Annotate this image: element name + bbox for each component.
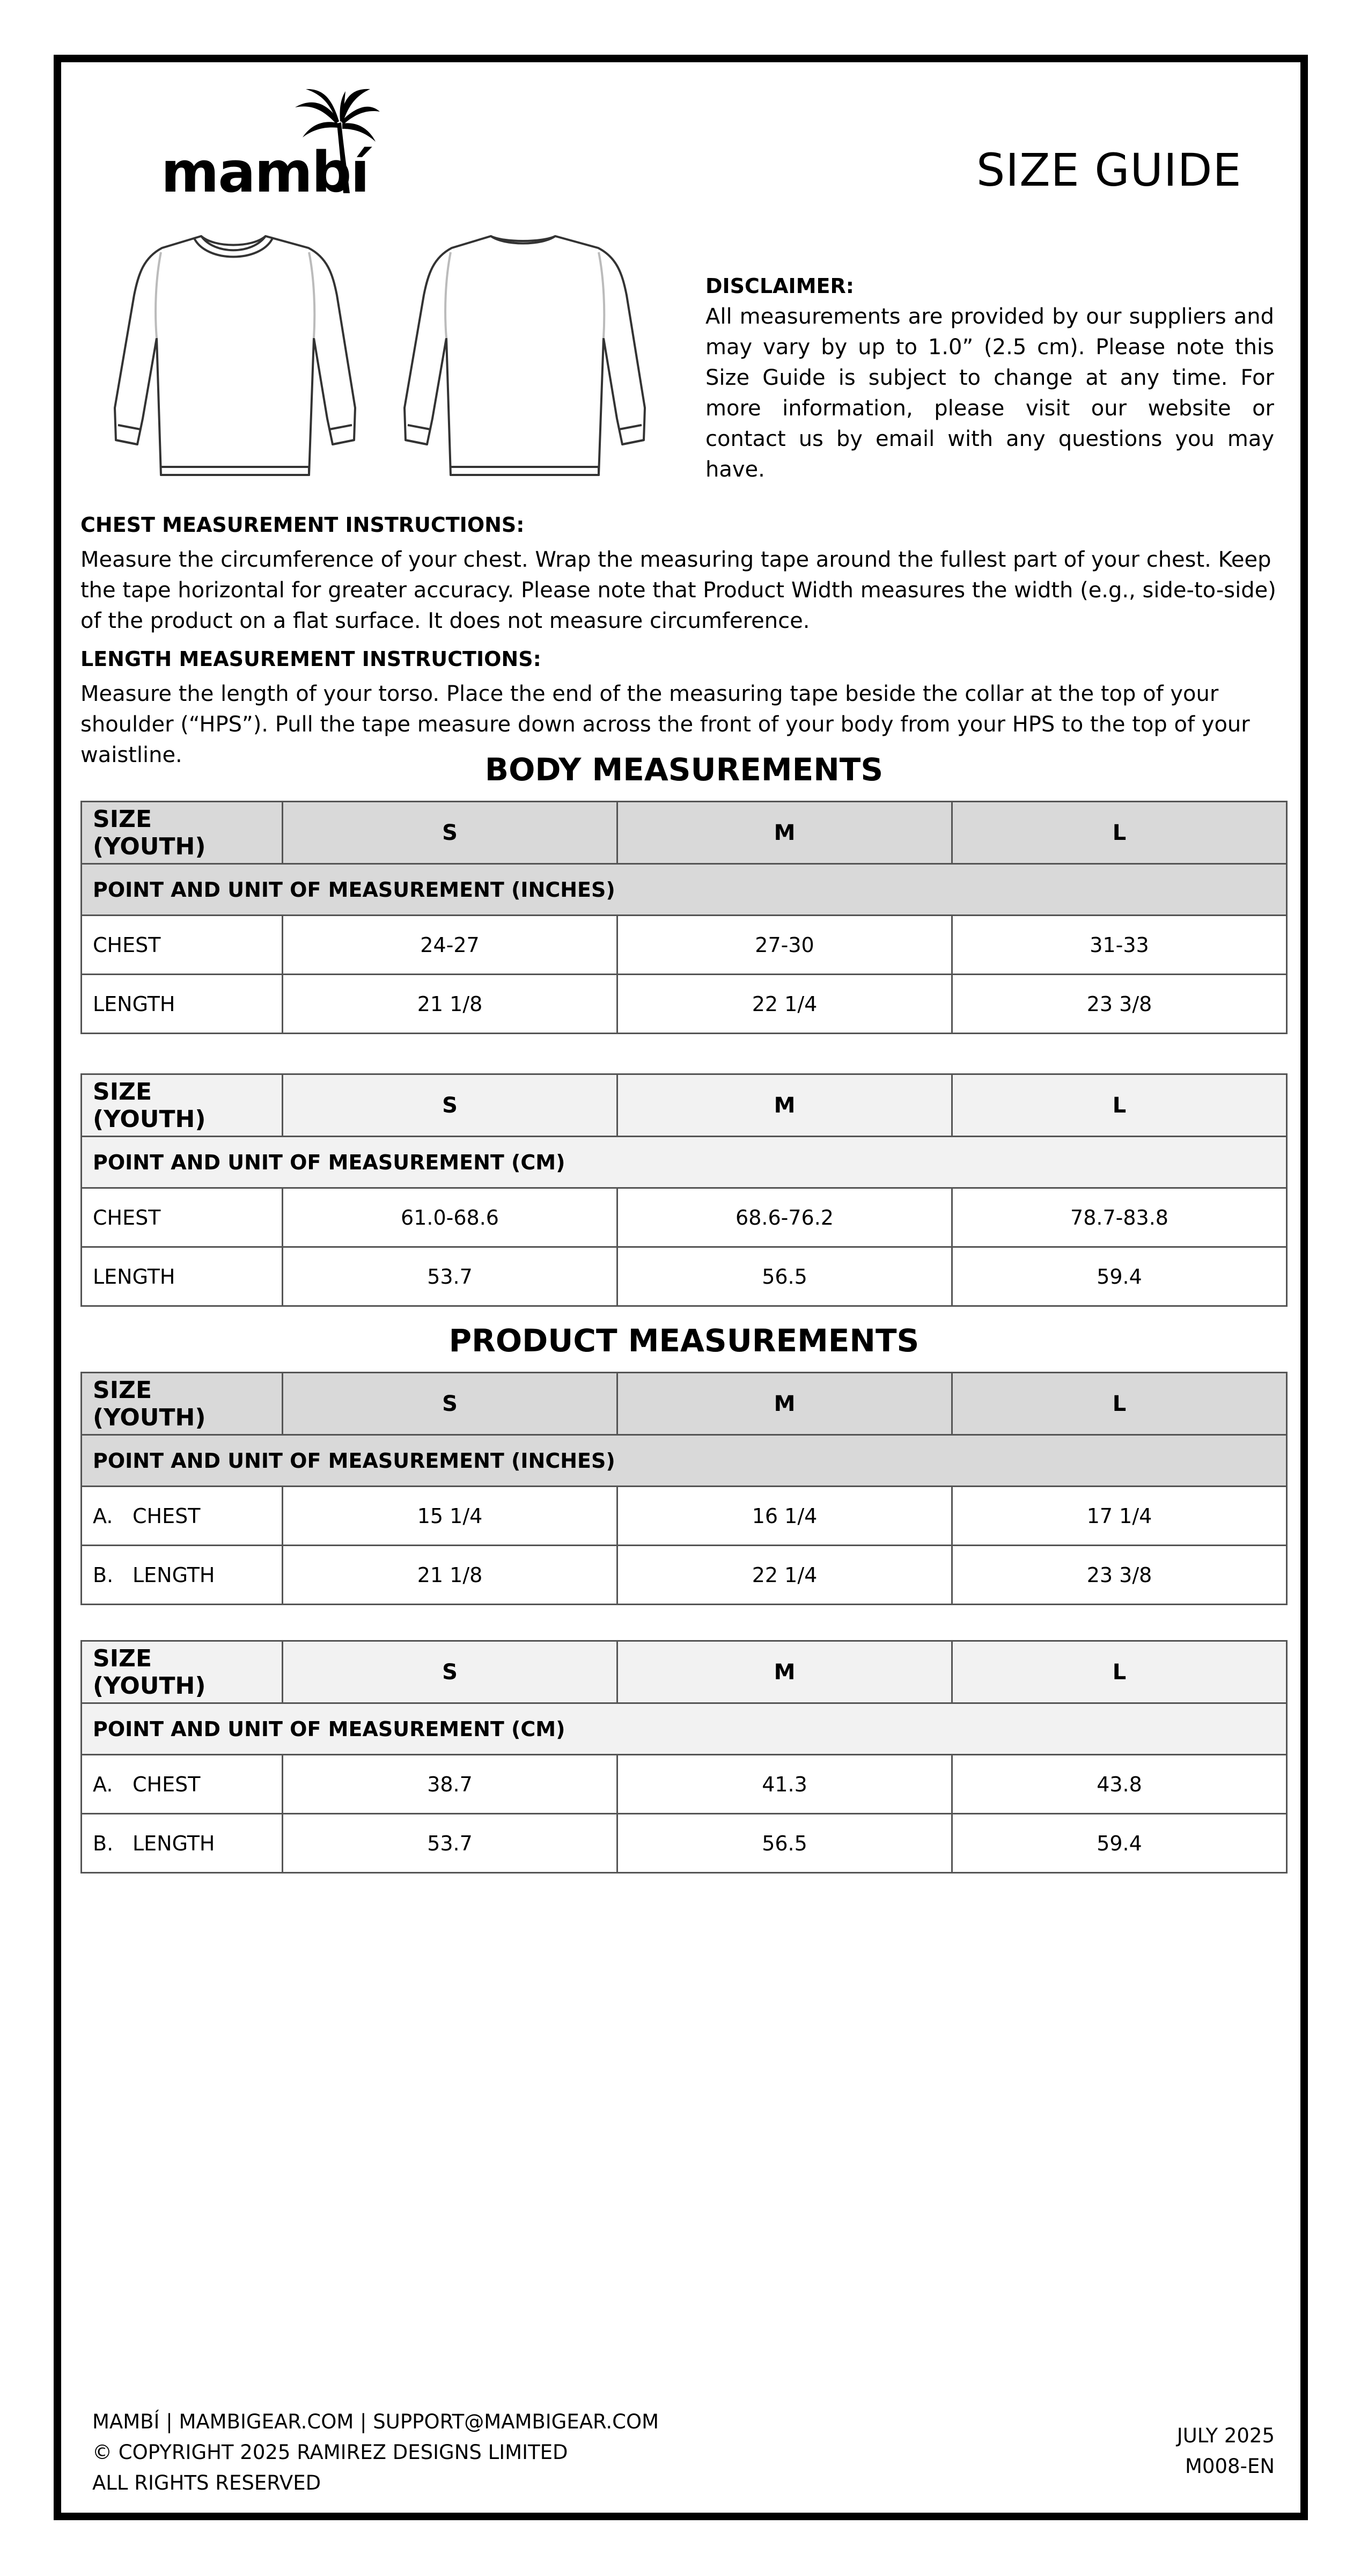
size-l-header: L (952, 802, 1287, 864)
row-label-text: CHEST (133, 1504, 201, 1528)
cell-value: 53.7 (283, 1247, 617, 1306)
footer-doc-code: M008-EN (1185, 2455, 1275, 2478)
size-m-header: M (617, 1373, 952, 1435)
cell-value: 61.0-68.6 (283, 1188, 617, 1247)
table-row (82, 1814, 1287, 1873)
cell-value: 21 1/8 (283, 1546, 617, 1605)
footer-date: JULY 2025 (1176, 2424, 1275, 2447)
row-label-text: LENGTH (133, 1563, 215, 1587)
footer-contact-line: MAMBÍ | MAMBIGEAR.COM | SUPPORT@MAMBIGEAR.COM (92, 2410, 659, 2433)
table-header-row (82, 1641, 1287, 1703)
table-row (82, 1247, 1287, 1306)
length-instructions-heading: LENGTH MEASUREMENT INSTRUCTIONS: (80, 647, 541, 671)
size-l-header: L (952, 1373, 1287, 1435)
row-prefix: B. (93, 1563, 114, 1587)
cell-value: 41.3 (617, 1755, 952, 1814)
size-header: SIZE (YOUTH) (82, 1373, 283, 1435)
cell-value: 23 3/8 (952, 975, 1287, 1034)
row-label: LENGTH (82, 975, 283, 1034)
cell-value: 38.7 (283, 1755, 617, 1814)
unit-label: POINT AND UNIT OF MEASUREMENT (INCHES) (82, 1435, 1287, 1487)
cell-value: 78.7-83.8 (952, 1188, 1287, 1247)
cell-value: 24-27 (283, 916, 617, 975)
row-label (82, 1814, 283, 1873)
cell-value: 16 1/4 (617, 1487, 952, 1546)
cell-value: 21 1/8 (283, 975, 617, 1034)
product-inches-table (80, 1372, 1288, 1605)
size-s-header: S (283, 1373, 617, 1435)
cell-value: 59.4 (952, 1247, 1287, 1306)
body-measurements-title: BODY MEASUREMENTS (484, 751, 884, 788)
length-instructions-text: Measure the length of your torso. Place the end of the measuring tape beside the collar at the top of your shoulder (“HPS”). Pull the tape measure down across the front of your body from your HPS to the top of your waistline. (80, 682, 1250, 767)
product-cm-table (80, 1640, 1288, 1874)
row-label (82, 1487, 283, 1546)
footer-copyright: © COPYRIGHT 2025 RAMIREZ DESIGNS LIMITED (92, 2441, 568, 2464)
row-label: LENGTH (82, 1247, 283, 1306)
table-row (82, 1546, 1287, 1605)
cell-value: 59.4 (952, 1814, 1287, 1873)
size-header: SIZE (YOUTH) (82, 1074, 283, 1137)
footer-info (92, 2406, 659, 2498)
row-prefix: A. (93, 1772, 113, 1796)
chest-instructions-text: Measure the circumference of your chest. Wrap the measuring tape around the fullest part of your chest. Keep the tape horizontal for greater accuracy. Please note that Product Width measures the width (e.g., side-to-side) of the product on a flat surface. It does not measure circumference. (80, 547, 1276, 633)
size-s-header: S (283, 802, 617, 864)
unit-row (82, 1435, 1287, 1487)
cell-value: 53.7 (283, 1814, 617, 1873)
shirt-diagram (97, 215, 665, 494)
table-row (82, 916, 1287, 975)
cell-value: 22 1/4 (617, 975, 952, 1034)
row-label: CHEST (82, 1188, 283, 1247)
table-row (82, 1487, 1287, 1546)
chest-instructions-heading: CHEST MEASUREMENT INSTRUCTIONS: (80, 513, 525, 537)
row-label-text: LENGTH (133, 1831, 215, 1855)
cell-value: 31-33 (952, 916, 1287, 975)
cell-value: 27-30 (617, 916, 952, 975)
chest-instructions (80, 510, 1288, 636)
size-l-header: L (952, 1074, 1287, 1137)
cell-value: 43.8 (952, 1755, 1287, 1814)
product-measurements-title: PRODUCT MEASUREMENTS (448, 1322, 920, 1359)
size-header: SIZE (YOUTH) (82, 1641, 283, 1703)
size-m-header: M (617, 802, 952, 864)
disclaimer (705, 271, 1274, 485)
row-label: CHEST (82, 916, 283, 975)
table-header-row (82, 1373, 1287, 1435)
footer-rights: ALL RIGHTS RESERVED (92, 2471, 321, 2494)
footer-meta (1127, 2420, 1275, 2482)
row-prefix: A. (93, 1504, 113, 1528)
cell-value: 68.6-76.2 (617, 1188, 952, 1247)
cell-value: 56.5 (617, 1247, 952, 1306)
size-s-header: S (283, 1641, 617, 1703)
row-label (82, 1755, 283, 1814)
body-cm-table (80, 1073, 1288, 1307)
table-row (82, 975, 1287, 1034)
unit-row (82, 1137, 1287, 1188)
size-m-header: M (617, 1641, 952, 1703)
table-header-row (82, 802, 1287, 864)
cell-value: 56.5 (617, 1814, 952, 1873)
size-header: SIZE (YOUTH) (82, 802, 283, 864)
cell-value: 17 1/4 (952, 1487, 1287, 1546)
cell-value: 15 1/4 (283, 1487, 617, 1546)
table-header-row (82, 1074, 1287, 1137)
row-label (82, 1546, 283, 1605)
unit-row (82, 1703, 1287, 1755)
row-prefix: B. (93, 1831, 114, 1855)
table-row (82, 1188, 1287, 1247)
shirt-front-illustration (115, 236, 355, 475)
disclaimer-heading: DISCLAIMER: (705, 274, 854, 298)
logo-wordmark: mambí (161, 140, 369, 205)
size-m-header: M (617, 1074, 952, 1137)
body-inches-table (80, 801, 1288, 1034)
unit-label: POINT AND UNIT OF MEASUREMENT (CM) (82, 1137, 1287, 1188)
unit-row (82, 864, 1287, 916)
page-title: SIZE GUIDE (976, 144, 1242, 196)
unit-label: POINT AND UNIT OF MEASUREMENT (INCHES) (82, 864, 1287, 916)
size-l-header: L (952, 1641, 1287, 1703)
cell-value: 23 3/8 (952, 1546, 1287, 1605)
disclaimer-text: All measurements are provided by our suppliers and may vary by up to 1.0” (2.5 cm). Please note this Size Guide is subject to change at any time. For more information, please visit our website or contact us by email with any questions you may have. (705, 304, 1274, 482)
size-s-header: S (283, 1074, 617, 1137)
table-row (82, 1755, 1287, 1814)
unit-label: POINT AND UNIT OF MEASUREMENT (CM) (82, 1703, 1287, 1755)
cell-value: 22 1/4 (617, 1546, 952, 1605)
brand-logo (161, 86, 386, 205)
shirt-back-illustration (404, 236, 645, 475)
row-label-text: CHEST (133, 1772, 201, 1796)
